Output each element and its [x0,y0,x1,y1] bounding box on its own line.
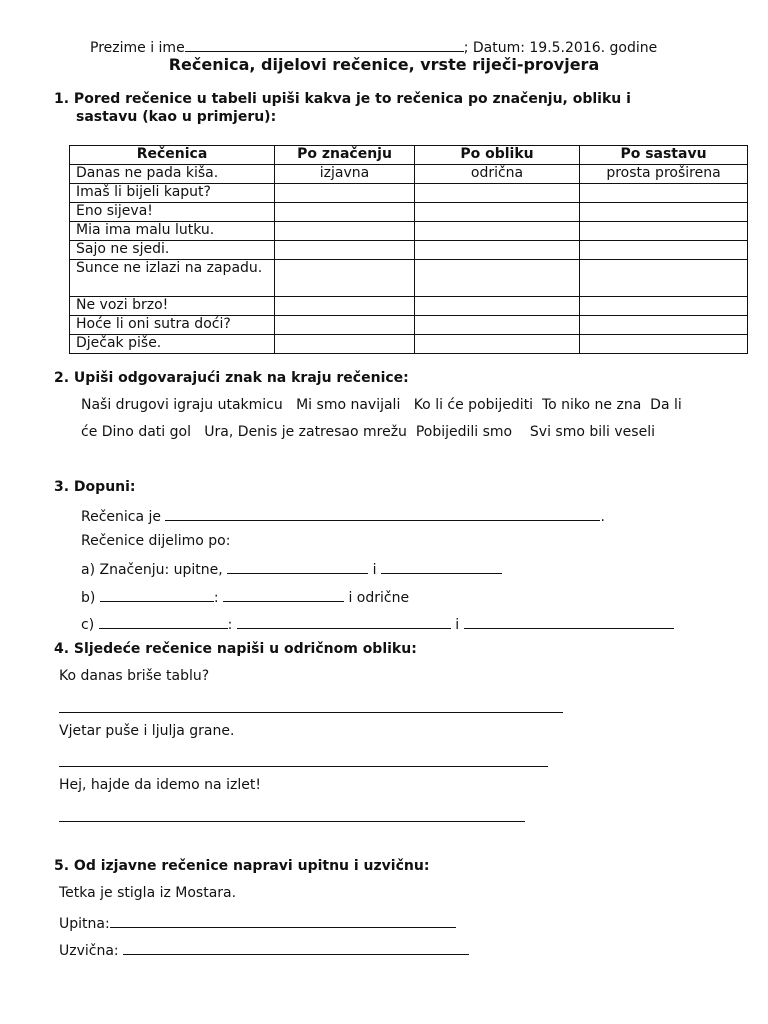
row-form[interactable] [415,260,580,297]
task5-question-line [59,913,456,932]
table-row [70,335,748,354]
definition-label: Rečenica je [81,509,162,525]
task1-table [69,145,748,354]
row-form[interactable] [415,184,580,203]
task3-heading: 3. Dopuni: [54,479,136,495]
table-row [70,165,748,184]
exclamation-label: Uzvična: [59,943,119,959]
row-meaning[interactable] [275,335,415,354]
item-a-blank-1[interactable] [227,559,368,574]
row-form[interactable] [415,316,580,335]
task3-item-b [81,587,409,606]
row-form[interactable] [415,203,580,222]
task5-sentence: Tetka je stigla iz Mostara. [59,885,237,901]
definition-blank[interactable] [165,506,600,521]
item-c-colon: : [227,617,233,633]
name-date-line [90,37,657,56]
question-label: Upitna: [59,916,110,932]
exclamation-blank[interactable] [123,940,469,955]
row-structure[interactable] [580,335,748,354]
item-c-and: i [455,617,460,633]
item-b-blank-1[interactable] [100,587,214,602]
task4-heading: 4. Sljedeće rečenice napiši u odričnom obliku: [54,641,417,657]
row-sentence: Eno sijeva! [70,203,275,222]
row-structure[interactable] [580,260,748,297]
item-b-blank-2[interactable] [223,587,344,602]
task4-answer-line-2[interactable] [59,766,548,767]
table-row [70,184,748,203]
question-blank[interactable] [110,913,456,928]
item-a-blank-2[interactable] [381,559,502,574]
row-meaning[interactable] [275,241,415,260]
table-header-row [70,146,748,165]
row-sentence: Hoće li oni sutra doći? [70,316,275,335]
row-structure[interactable] [580,316,748,335]
table-row [70,297,748,316]
task3-item-a [81,559,502,578]
task2-line2: će Dino dati gol Ura, Denis je zatresao mrežu Pobijedili smo Svi smo bili veseli [81,424,655,440]
row-meaning[interactable] [275,184,415,203]
col-sentence: Rečenica [70,146,275,165]
item-b-end: i odrične [348,590,410,606]
row-sentence: Danas ne pada kiša. [70,165,275,184]
row-form[interactable] [415,335,580,354]
item-b-colon: : [213,590,219,606]
row-sentence: Imaš li bijeli kaput? [70,184,275,203]
task1-heading: 1. Pored rečenice u tabeli upiši kakva je to rečenica po značenju, obliku i [54,91,631,107]
row-meaning[interactable] [275,260,415,297]
row-structure[interactable] [580,222,748,241]
row-meaning[interactable] [275,222,415,241]
row-structure: prosta proširena [580,165,748,184]
row-sentence: Ne vozi brzo! [70,297,275,316]
page-title: Rečenica, dijelovi rečenice, vrste riječi-provjera [168,55,600,74]
task2-line1: Naši drugovi igraju utakmicu Mi smo navijali Ko li će pobijediti To niko ne zna Da li [81,397,682,413]
row-form[interactable] [415,241,580,260]
task2-heading: 2. Upiši odgovarajući znak na kraju rečenice: [54,370,409,386]
task5-heading: 5. Od izjavne rečenice napravi upitnu i uzvičnu: [54,858,430,874]
task3-line1 [81,506,605,525]
item-c-label: c) [81,617,95,633]
item-c-blank-1[interactable] [99,614,228,629]
row-structure[interactable] [580,297,748,316]
name-blank[interactable] [185,37,464,52]
row-form[interactable] [415,222,580,241]
row-form[interactable] [415,297,580,316]
task4-sentence-1: Ko danas briše tablu? [59,668,210,684]
task4-sentence-2: Vjetar puše i ljulja grane. [59,723,235,739]
item-a-label: a) [81,562,96,578]
col-meaning: Po značenju [275,146,415,165]
row-meaning[interactable] [275,297,415,316]
row-sentence: Dječak piše. [70,335,275,354]
definition-end: . [600,509,605,525]
task5-exclamation-line [59,940,469,959]
task4-sentence-3: Hej, hajde da idemo na izlet! [59,777,261,793]
task4-answer-line-3[interactable] [59,821,525,822]
task3-line2: Rečenice dijelimo po: [81,533,231,549]
table-row [70,260,748,297]
row-meaning[interactable] [275,203,415,222]
row-meaning: izjavna [275,165,415,184]
task4-answer-line-1[interactable] [59,712,563,713]
row-meaning[interactable] [275,316,415,335]
item-c-blank-3[interactable] [464,614,674,629]
row-structure[interactable] [580,203,748,222]
row-structure[interactable] [580,241,748,260]
name-label: Prezime i ime [90,40,185,56]
table-row [70,241,748,260]
row-structure[interactable] [580,184,748,203]
task3-item-c [81,614,674,633]
table-row [70,222,748,241]
col-structure: Po sastavu [580,146,748,165]
row-sentence: Sajo ne sjedi. [70,241,275,260]
item-b-label: b) [81,590,96,606]
row-sentence: Mia ima malu lutku. [70,222,275,241]
table-row [70,203,748,222]
col-form: Po obliku [415,146,580,165]
item-a-and: i [372,562,377,578]
item-c-blank-2[interactable] [237,614,451,629]
date-text: ; Datum: 19.5.2016. godine [463,40,658,56]
item-a-text: Značenju: upitne, [99,562,223,578]
task1-heading-cont: sastavu (kao u primjeru): [76,109,277,125]
row-form: odrična [415,165,580,184]
table-row [70,316,748,335]
row-sentence: Sunce ne izlazi na zapadu. [70,260,275,297]
